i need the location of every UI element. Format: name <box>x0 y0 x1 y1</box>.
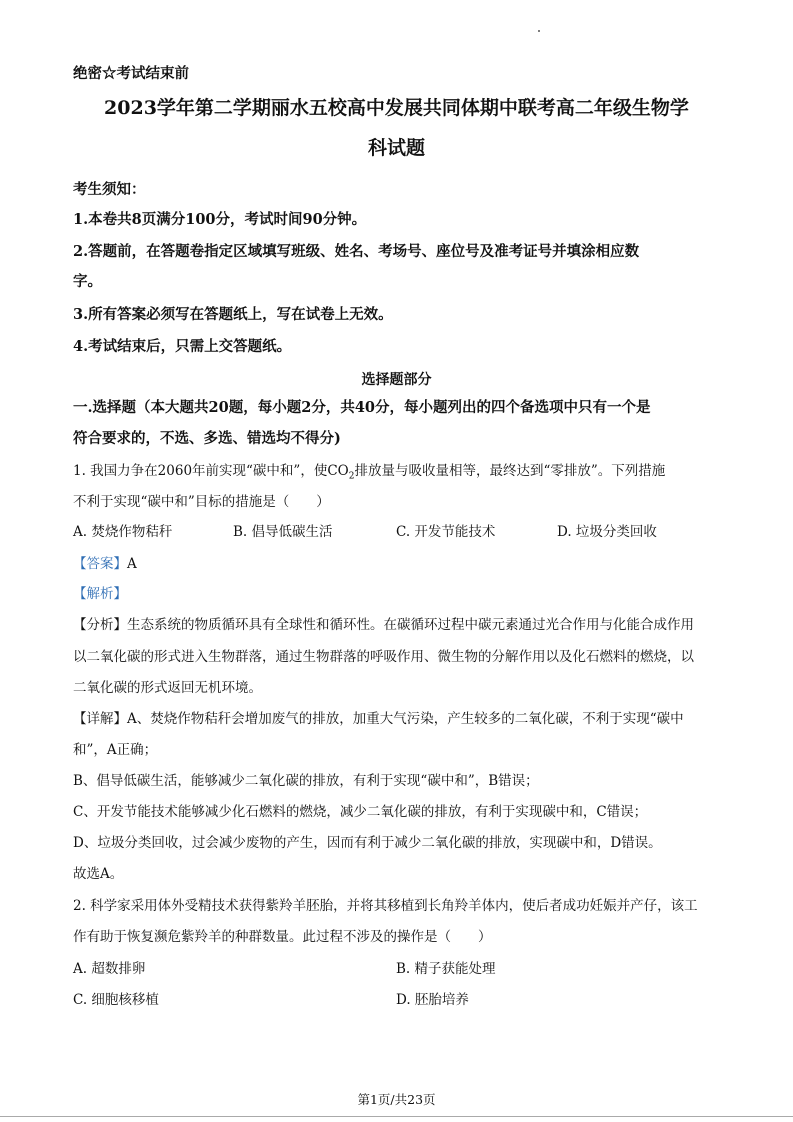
q2-option-d: D. 胚胎培养 <box>396 992 469 1008</box>
q1-stem-text: 排放量与吸收量相等，最终达到“零排放”。下列措施 <box>354 463 666 479</box>
exam-title-line1: 2023学年第二学期丽水五校高中发展共同体期中联考高二年级生物学 <box>104 97 689 119</box>
analysis-line: 【分析】生态系统的物质循环具有全球性和循环性。在碳循环过程中碳元素通过光合作用与化能合成作用 <box>73 617 694 633</box>
q2-stem-line1: 2. 科学家采用体外受精技术获得紫羚羊胚胎，并将其移植到长角羚羊体内，使后者成功妊娠并产仔，该工 <box>73 898 698 914</box>
analysis-line: C、开发节能技术能够减少化石燃料的燃烧，减少二氧化碳的排放，有利于实现碳中和，C错误； <box>73 804 648 820</box>
analysis-line: 【详解】A、焚烧作物秸秆会增加废气的排放，加重大气污染，产生较多的二氧化碳，不利于实现“碳中 <box>73 711 684 727</box>
q2-option-b: B. 精子获能处理 <box>396 961 496 977</box>
co2-subscript: 2 <box>348 471 355 482</box>
confidential-label: 绝密☆考试结束前 <box>73 65 189 82</box>
q1-option-c: C. 开发节能技术 <box>396 524 496 540</box>
footer-divider <box>0 1116 793 1117</box>
q1-option-b: B. 倡导低碳生活 <box>233 524 333 540</box>
part-one-heading: 一.选择题（本大题共20题，每小题2分，共40分，每小题列出的四个备选项中只有一个是 <box>73 399 651 416</box>
q1-stem-line2: 不利于实现“碳中和”目标的措施是（ ） <box>73 494 330 510</box>
analysis-line: 故选A。 <box>73 866 124 882</box>
exam-title-line2: 科试题 <box>367 137 425 159</box>
q1-stem-line1 <box>73 461 665 487</box>
analysis-line: B、倡导低碳生活，能够减少二氧化碳的排放，有利于实现“碳中和”，B错误； <box>73 773 539 789</box>
analysis-line: 以二氧化碳的形式进入生物群落，通过生物群落的呼吸作用、微生物的分解作用以及化石燃料的燃烧，以 <box>73 649 694 665</box>
notice-item: 3.所有答案必须写在答题纸上，写在试卷上无效。 <box>73 306 393 323</box>
analysis-line: 二氧化碳的形式返回无机环境。 <box>73 680 262 696</box>
notice-item: 字。 <box>73 273 102 290</box>
q2-option-c: C. 细胞核移植 <box>73 992 159 1008</box>
notice-heading: 考生须知： <box>73 181 146 198</box>
analysis-line: 和”，A正确； <box>73 742 158 758</box>
q1-option-d: D. 垃圾分类回收 <box>557 524 657 540</box>
analysis-tag: 【解析】 <box>73 586 127 602</box>
notice-item: 1.本卷共8页满分100分，考试时间90分钟。 <box>73 211 367 228</box>
page-number: 第1页/共23页 <box>357 1092 436 1107</box>
q2-stem-line2: 作有助于恢复濒危紫羚羊的种群数量。此过程不涉及的操作是（ ） <box>73 929 492 945</box>
scan-dot <box>538 30 540 32</box>
notice-item: 2.答题前，在答题卷指定区域填写班级、姓名、考场号、座位号及准考证号并填涂相应数 <box>73 243 640 260</box>
answer-value: A <box>127 556 137 572</box>
analysis-line: D、垃圾分类回收，过会减少废物的产生，因而有利于减少二氧化碳的排放，实现碳中和，D错误。 <box>73 835 662 851</box>
part-one-heading-cont: 符合要求的，不选、多选、错选均不得分) <box>73 430 341 447</box>
q1-stem-text: 1. 我国力争在2060年前实现“碳中和”，使CO <box>73 463 349 479</box>
section-title: 选择题部分 <box>361 372 432 388</box>
answer-tag: 【答案】 <box>73 556 127 572</box>
q1-option-a: A. 焚烧作物秸秆 <box>73 524 173 540</box>
q2-option-a: A. 超数排卵 <box>73 961 146 977</box>
q1-answer <box>73 554 137 574</box>
notice-item: 4.考试结束后，只需上交答题纸。 <box>73 338 292 355</box>
